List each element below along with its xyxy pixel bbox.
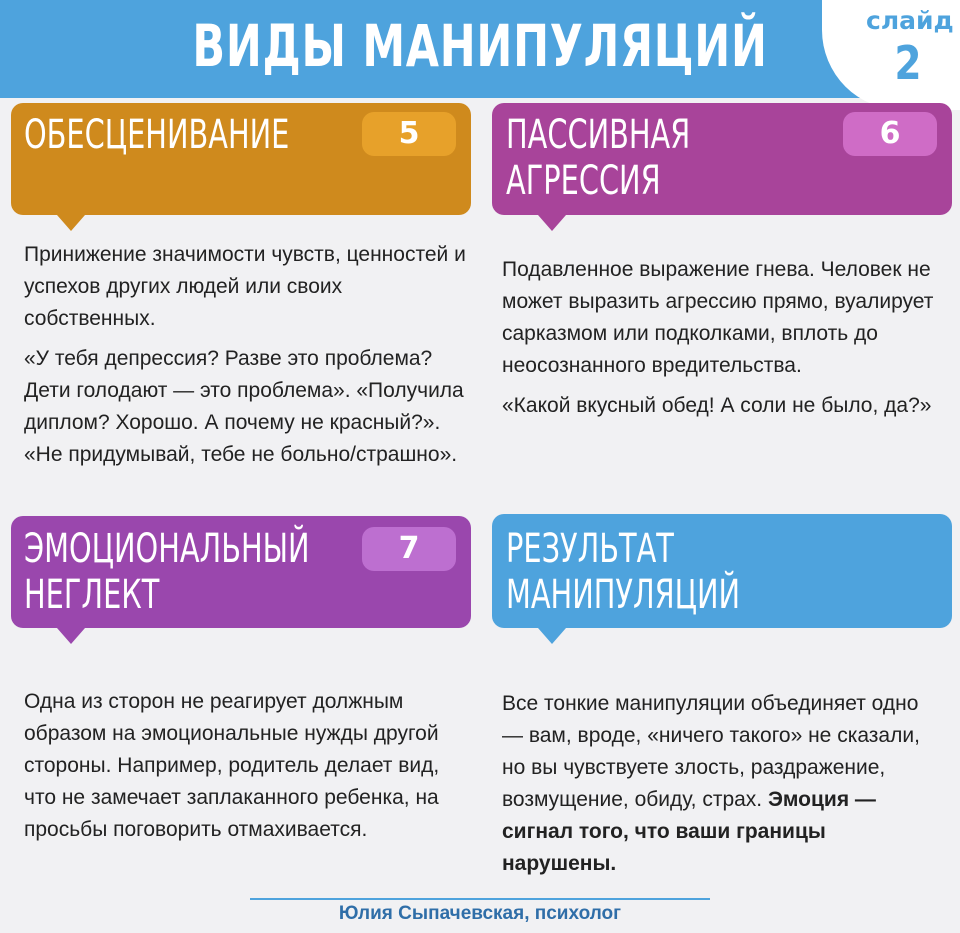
card-paragraph: Принижение значимости чувств, ценностей и успехов других людей или своих собственных. [24,243,466,330]
card-pointer [57,215,85,231]
card-title: ОБЕСЦЕНИВАНИЕ [24,112,290,158]
card-body-devaluation [24,239,474,471]
card-paragraph: Подавленное выражение гнева. Человек не может выразить агрессию прямо, вуалирует сарказмом или подколками, вплоть до неосознанного вредительства. [502,258,934,377]
card-title: НЕГЛЕКТ [24,572,160,618]
card-paragraph: Одна из сторон не реагирует должным образом на эмоциональные нужды другой стороны. Например, родитель делает вид, что не замечает заплаканного ребенка, на просьбы поговорить отмахивается. [24,690,440,841]
slide-label: слайд [866,6,954,35]
card-body-passive-aggression [502,254,952,422]
card-paragraph: «У тебя депрессия? Разве это проблема? Дети голодают — это проблема». «Получила диплом? Хорошо. А почему не красный?». «Не придумывай, тебе не больно/страшно». [24,347,464,466]
card-number-badge: 6 [843,112,937,156]
card-title: МАНИПУЛЯЦИЙ [506,572,741,618]
page-title: ВИДЫ МАНИПУЛЯЦИЙ [192,12,768,80]
card-number-badge: 5 [362,112,456,156]
card-paragraph: «Какой вкусный обед! А соли не было, да?» [502,394,932,417]
card-pointer [538,628,566,644]
card-title: АГРЕССИЯ [506,158,661,204]
card-body-result [502,688,942,880]
card-pointer [538,215,566,231]
card-body-emotional-neglect [24,686,474,846]
result-highlight: Эмоция — сигнал того, что ваши границы нарушены. [502,788,876,875]
card-title: ПАССИВНАЯ [506,112,691,158]
card-pointer [57,628,85,644]
footer-author: Юлия Сыпачевская, психолог [338,903,622,924]
result-text: Все тонкие манипуляции объединяет одно — вам, вроде, «ничего такого» не сказали, но вы чувствуете злость, раздражение, возмущение, обиду, страх. [502,692,920,811]
card-title: РЕЗУЛЬТАТ [506,526,674,572]
card-number-badge: 7 [362,527,456,571]
footer-divider [250,898,710,900]
card-paragraph [502,688,942,880]
card-title: ЭМОЦИОНАЛЬНЫЙ [24,526,310,572]
slide-number: 2 [894,36,922,90]
